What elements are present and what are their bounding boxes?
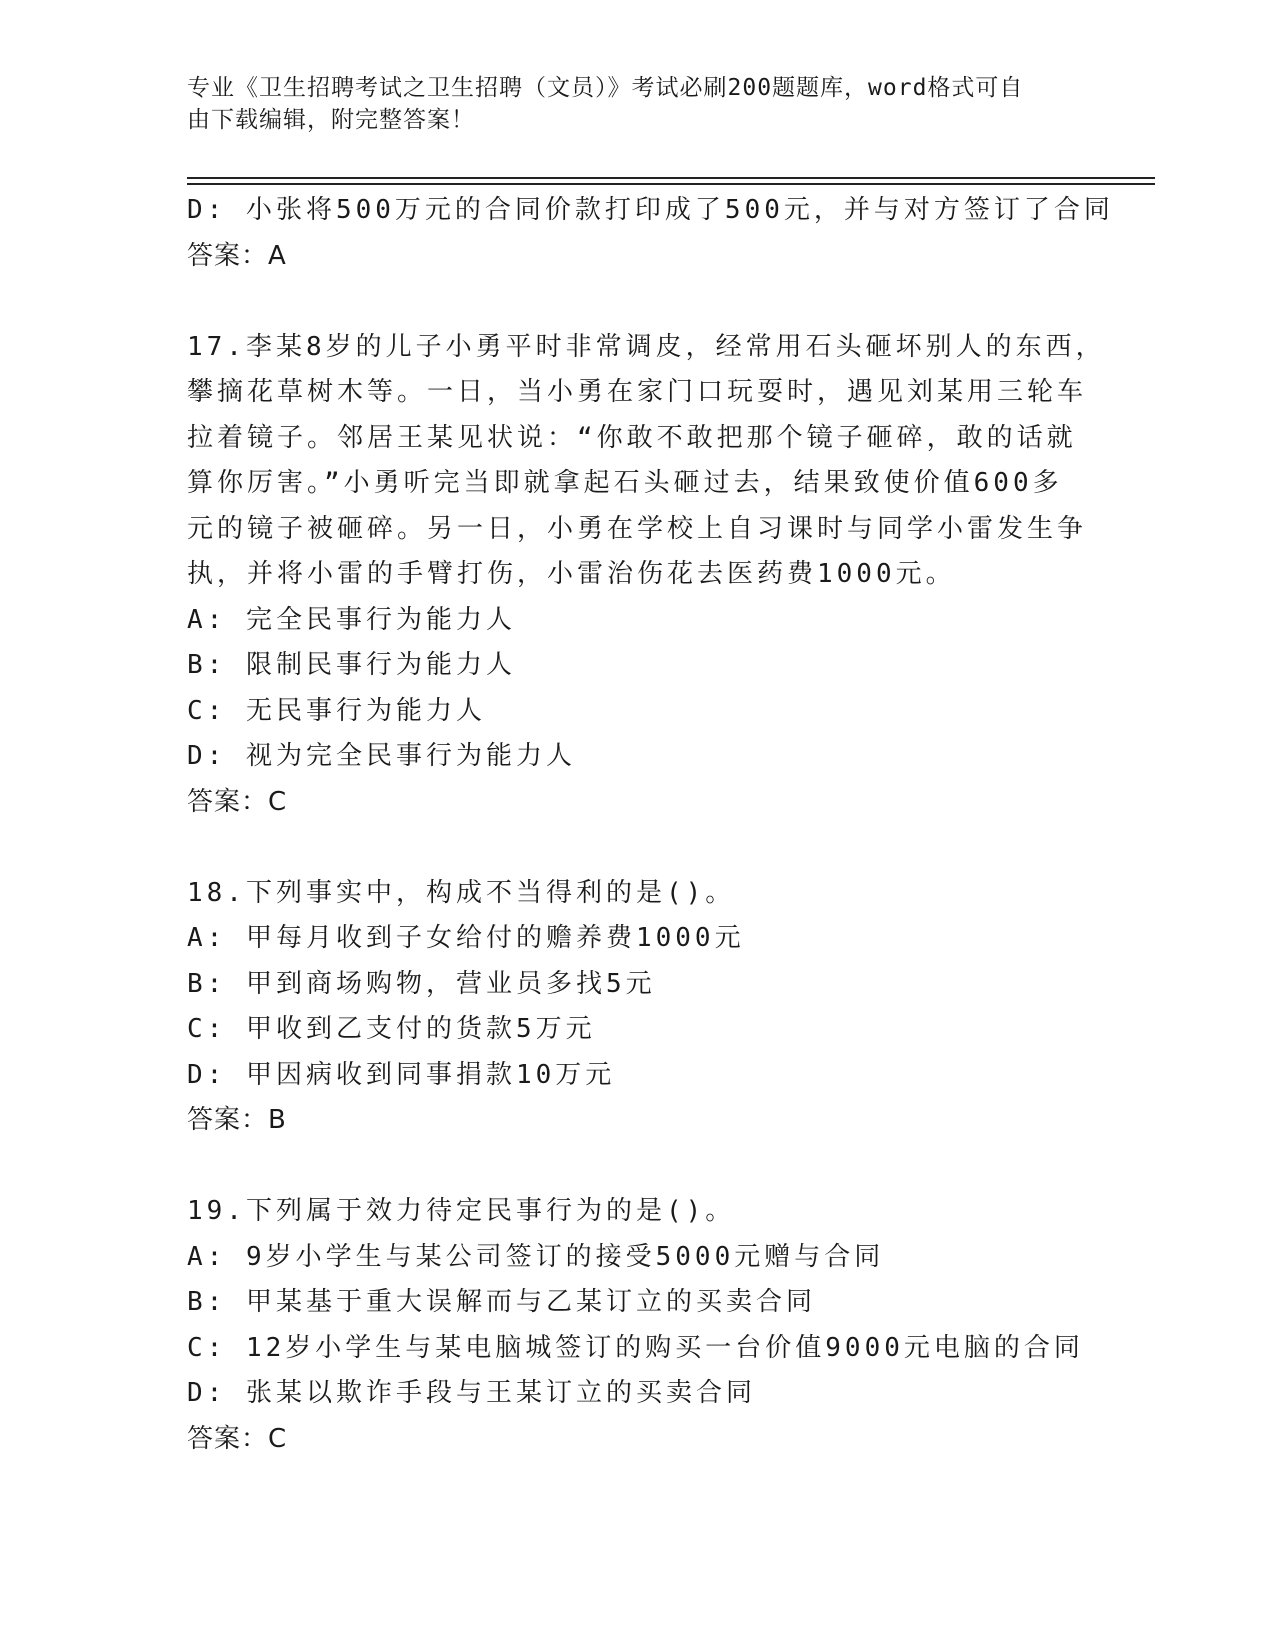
question-19 bbox=[187, 1189, 1087, 1462]
q17-option-d: D: 视为完全民事行为能力人 bbox=[187, 741, 576, 771]
q18-option-a: A: 甲每月收到子女给付的赡养费1000元 bbox=[187, 923, 745, 953]
spacer bbox=[187, 1144, 1087, 1190]
q19-option-d: D: 张某以欺诈手段与王某订立的买卖合同 bbox=[187, 1378, 756, 1408]
q17-stem-line: 攀摘花草树木等。一日，当小勇在家门口玩耍时，遇见刘某用三轮车 bbox=[187, 377, 1088, 407]
q19-option-c: C: 12岁小学生与某电脑城签订的购买一台价值9000元电脑的合同 bbox=[187, 1332, 1084, 1363]
question-16-tail bbox=[187, 188, 1114, 279]
q16-answer: 答案：A bbox=[187, 240, 287, 271]
spacer bbox=[187, 279, 1087, 325]
header-title-line-2: 由下载编辑，附完整答案！ bbox=[187, 107, 475, 133]
q17-option-c: C: 无民事行为能力人 bbox=[187, 695, 486, 726]
q19-stem: 19.下列属于效力待定民事行为的是()。 bbox=[187, 1196, 736, 1226]
question-17 bbox=[187, 325, 1106, 826]
q18-option-d: D: 甲因病收到同事捐款10万元 bbox=[187, 1059, 616, 1090]
q19-answer: 答案：C bbox=[187, 1423, 288, 1454]
q17-stem-line: 拉着镜子。邻居王某见状说：“你敢不敢把那个镜子砸碎，敢的话就 bbox=[187, 422, 1077, 453]
q18-stem: 18.下列事实中，构成不当得利的是()。 bbox=[187, 877, 736, 908]
q17-option-a: A: 完全民事行为能力人 bbox=[187, 604, 516, 635]
q17-stem-line: 算你厉害。”小勇听完当即就拿起石头砸过去，结果致使价值600多 bbox=[187, 468, 1063, 498]
header-divider-bottom bbox=[187, 183, 1155, 185]
question-18 bbox=[187, 871, 1087, 1144]
q18-option-b: B: 甲到商场购物，营业员多找5元 bbox=[187, 968, 656, 999]
q19-option-a: A: 9岁小学生与某公司签订的接受5000元赠与合同 bbox=[187, 1241, 885, 1272]
document-header bbox=[187, 72, 1067, 136]
q18-answer: 答案：B bbox=[187, 1105, 287, 1135]
spacer bbox=[187, 825, 1087, 871]
header-title-line-1: 专业《卫生招聘考试之卫生招聘（文员）》考试必刷200题题库，word格式可自 bbox=[187, 75, 1024, 101]
header-divider-top bbox=[187, 177, 1155, 179]
q18-option-c: C: 甲收到乙支付的货款5万元 bbox=[187, 1014, 596, 1044]
q17-stem-line: 元的镜子被砸碎。另一日，小勇在学校上自习课时与同学小雷发生争 bbox=[187, 513, 1088, 544]
q17-stem-line: 执，并将小雷的手臂打伤，小雷治伤花去医药费1000元。 bbox=[187, 559, 956, 589]
q19-option-b: B: 甲某基于重大误解而与乙某订立的买卖合同 bbox=[187, 1287, 816, 1317]
q17-stem-line: 17.李某8岁的儿子小勇平时非常调皮，经常用石头砸坏别人的东西， bbox=[187, 331, 1106, 362]
question-content bbox=[187, 188, 1114, 1462]
q17-answer: 答案：C bbox=[187, 786, 288, 817]
q16-option-d: D: 小张将500万元的合同价款打印成了500元，并与对方签订了合同 bbox=[187, 195, 1114, 225]
q17-option-b: B: 限制民事行为能力人 bbox=[187, 650, 516, 680]
